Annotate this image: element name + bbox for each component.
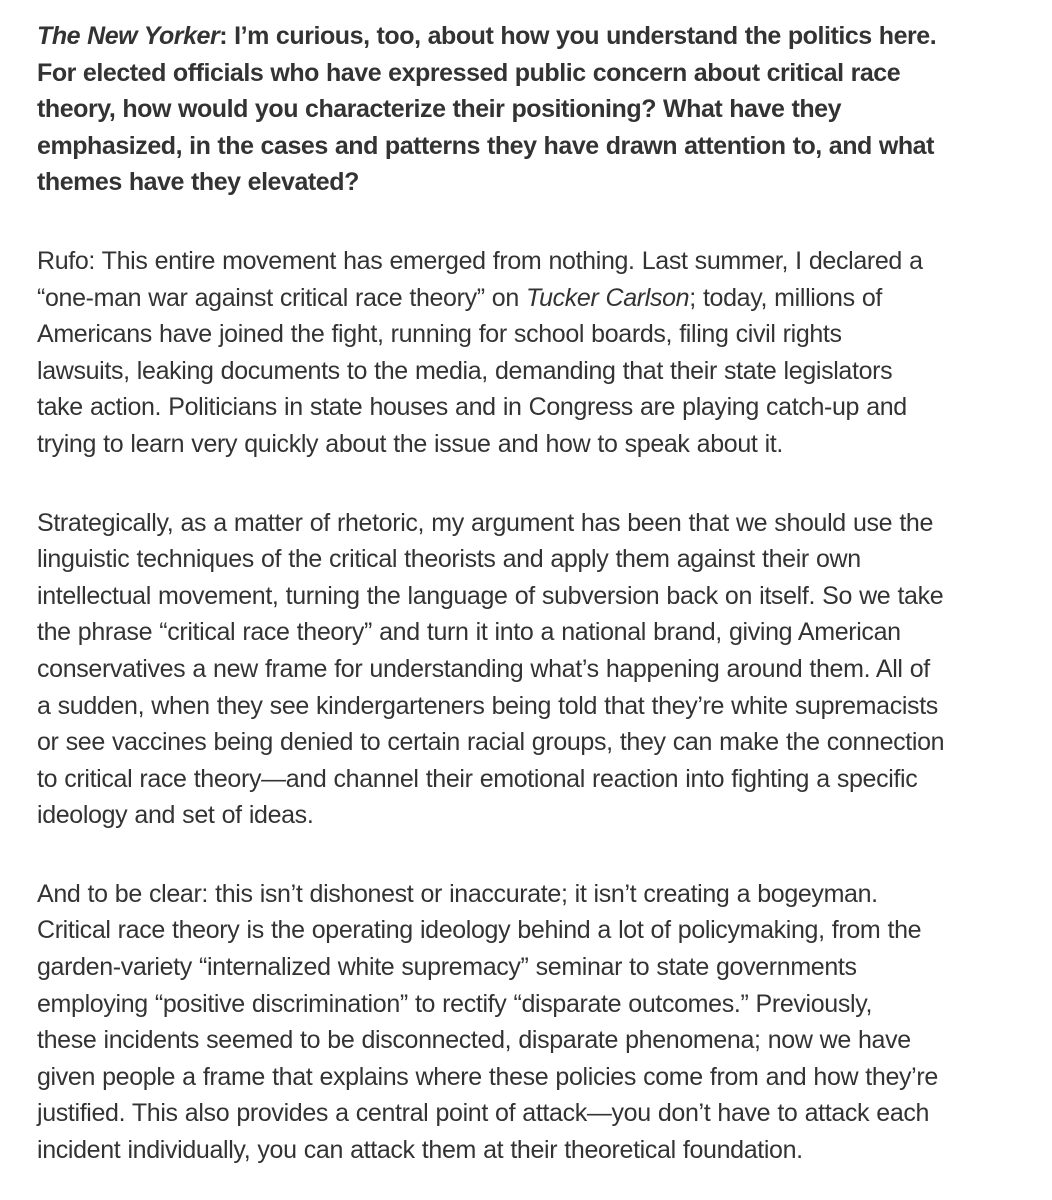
answer-line: trying to learn very quickly about the issue and how to speak about it. (37, 429, 783, 458)
answer-line: take action. Politicians in state houses and in Congress are playing catch-up and (37, 393, 907, 422)
answer-line: lawsuits, leaking documents to the media, demanding that their state legislators (37, 356, 893, 385)
question-line: theory, how would you characterize their positioning? What have they (37, 95, 842, 124)
answer-line: ideology and set of ideas. (37, 801, 314, 830)
answer-line: intellectual movement, turning the language of subversion back on itself. So we take (37, 581, 944, 610)
answer-line: Rufo: This entire movement has emerged from nothing. Last summer, I declared a (37, 246, 923, 275)
answer-text: “one-man war against critical race theory” on (37, 283, 526, 312)
answer-line: garden-variety “internalized white supremacy” seminar to state governments (37, 953, 857, 982)
answer-line: employing “positive discrimination” to rectify “disparate outcomes.” Previously, (37, 989, 873, 1018)
question-line: For elected officials who have expressed public concern about critical race (37, 58, 901, 87)
answer-text: ; today, millions of (689, 283, 882, 312)
question-line (37, 18, 1027, 55)
answer-line (37, 280, 1027, 317)
answer-line: Americans have joined the fight, running for school boards, filing civil rights (37, 320, 842, 349)
answer-line: or see vaccines being denied to certain racial groups, they can make the connection (37, 728, 945, 757)
answer-line: linguistic techniques of the critical theorists and apply them against their own (37, 545, 861, 574)
answer-line: Critical race theory is the operating ideology behind a lot of policymaking, from the (37, 916, 922, 945)
answer-line: conservatives a new frame for understanding what’s happening around them. All of (37, 654, 930, 683)
answer-line: a sudden, when they see kindergarteners being told that they’re white supremacists (37, 691, 938, 720)
answer-paragraph-1 (37, 243, 1027, 463)
answer-line: given people a frame that explains where these policies come from and how they’re (37, 1062, 938, 1091)
answer-line: justified. This also provides a central point of attack—you don’t have to attack each (37, 1099, 930, 1128)
interview-question (37, 18, 1027, 201)
answer-line: And to be clear: this isn’t dishonest or inaccurate; it isn’t creating a bogeyman. (37, 879, 878, 908)
question-line: themes have they elevated? (37, 168, 359, 197)
answer-paragraph-2 (37, 505, 1027, 834)
show-title: Tucker Carlson (526, 283, 690, 312)
question-line: emphasized, in the cases and patterns they have drawn attention to, and what (37, 131, 934, 160)
answer-line: to critical race theory—and channel their emotional reaction into fighting a specific (37, 764, 918, 793)
answer-line: incident individually, you can attack them at their theoretical foundation. (37, 1136, 803, 1165)
answer-line: the phrase “critical race theory” and turn it into a national brand, giving American (37, 618, 901, 647)
publication-name: The New Yorker (37, 22, 220, 50)
article-body (37, 18, 1027, 1169)
answer-line: these incidents seemed to be disconnected, disparate phenomena; now we have (37, 1026, 911, 1055)
answer-line: Strategically, as a matter of rhetoric, my argument has been that we should use the (37, 508, 934, 537)
question-text: : I’m curious, too, about how you understand the politics here. (219, 22, 937, 50)
answer-paragraph-3 (37, 876, 1027, 1169)
